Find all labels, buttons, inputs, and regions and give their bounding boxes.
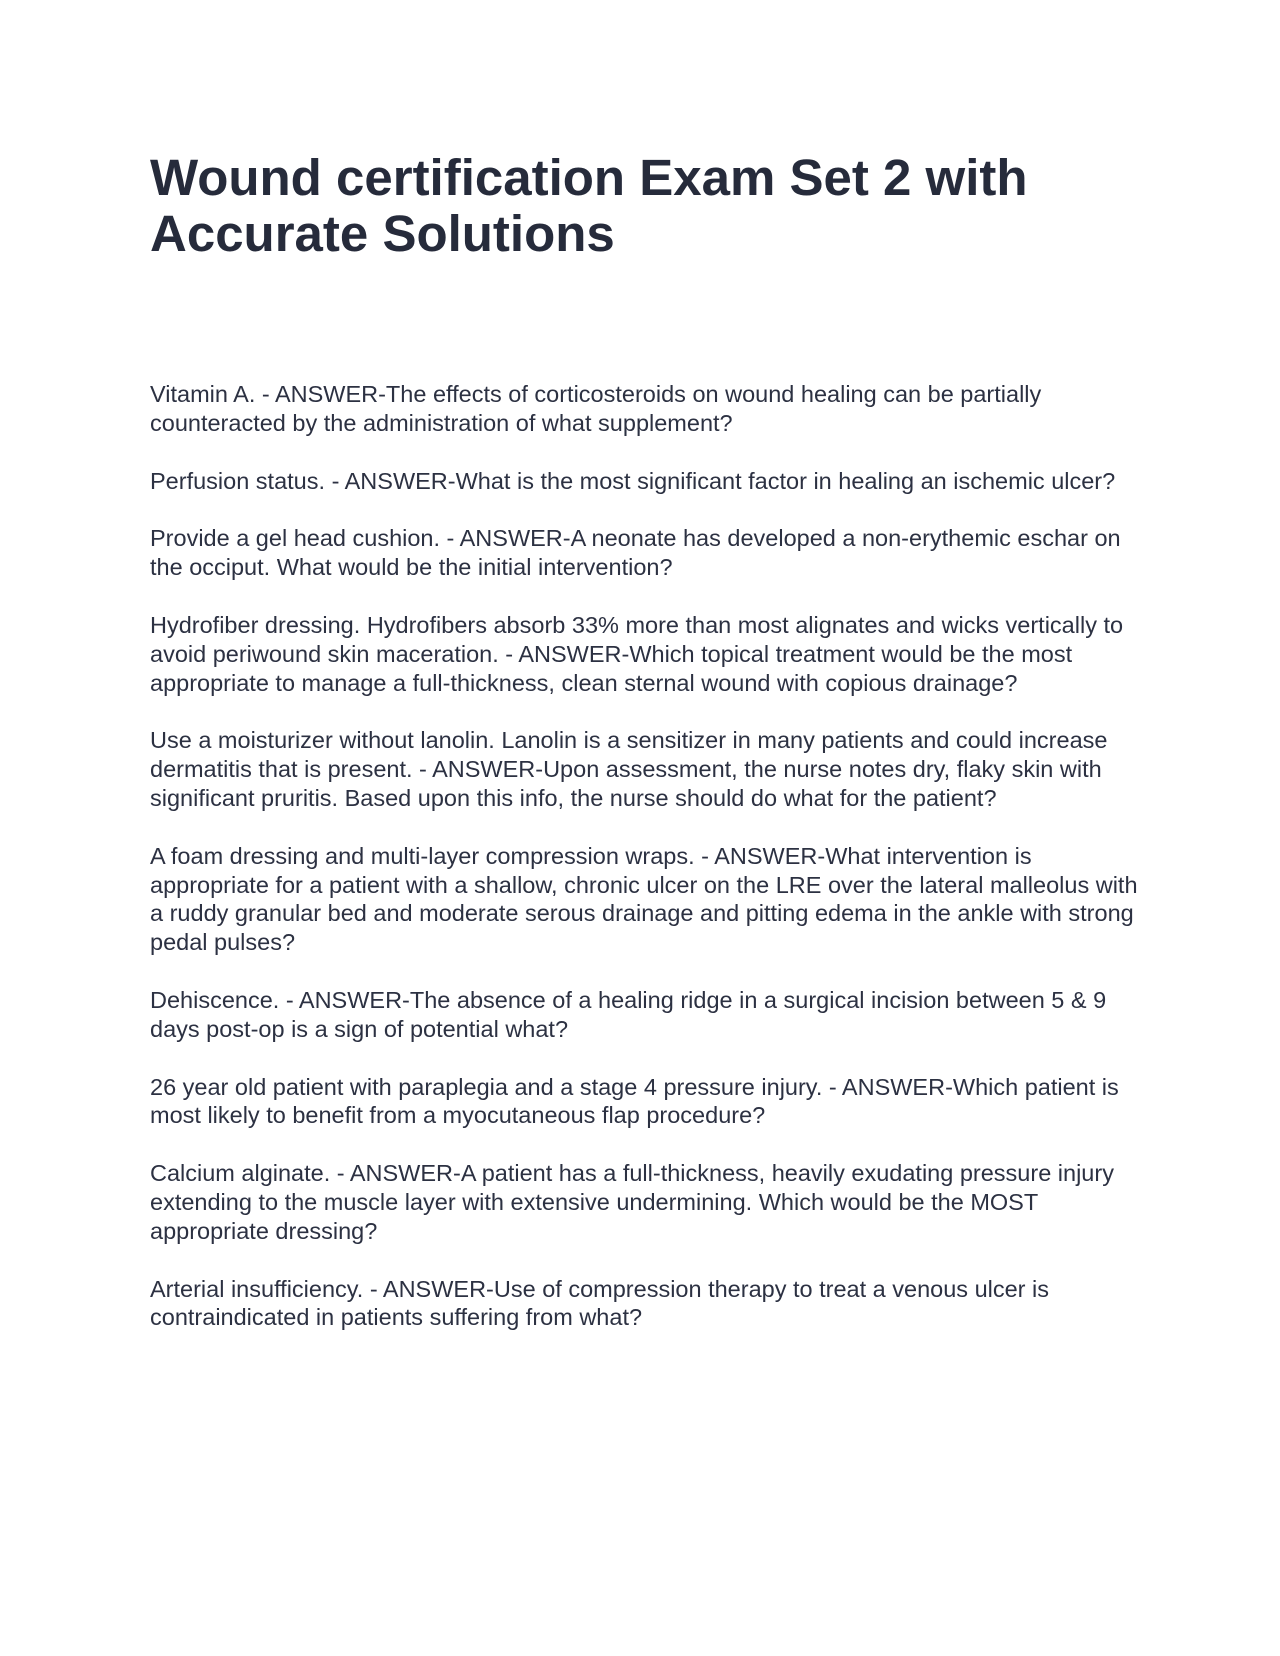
qa-item: A foam dressing and multi-layer compression wraps. - ANSWER-What intervention is appropriate for a patient with a shallow, chronic ulcer on the LRE over the lateral malleolus with a ruddy granular bed and moderate serous drainage and pitting edema in the ankle with strong pedal pulses? — [150, 842, 1138, 956]
qa-item: Vitamin A. - ANSWER-The effects of corticosteroids on wound healing can be partially counteracted by the administration of what supplement? — [150, 381, 1042, 436]
document-page — [150, 150, 1140, 1361]
qa-item: Perfusion status. - ANSWER-What is the most significant factor in healing an ischemic ulcer? — [150, 467, 1116, 494]
document-title: Wound certification Exam Set 2 with Accurate Solutions — [150, 149, 1028, 262]
qa-item: Arterial insufficiency. - ANSWER-Use of compression therapy to treat a venous ulcer is contraindicated in patients suffering from what? — [150, 1275, 1050, 1331]
qa-item: Hydrofiber dressing. Hydrofibers absorb 33% more than most alignates and wicks vertically to avoid periwound skin maceration. - ANSWER-Which topical treatment would be the most appropriate to manage a full-thickness, clean sternal wound with copious drainage? — [150, 611, 1124, 696]
qa-item: Use a moisturizer without lanolin. Lanolin is a sensitizer in many patients and could increase dermatitis that is present. - ANSWER-Upon assessment, the nurse notes dry, flaky skin with significant pruritis. Based upon this info, the nurse should do what for the patient? — [150, 727, 1108, 811]
qa-item: Calcium alginate. - ANSWER-A patient has a full-thickness, heavily exudating pressure injury extending to the muscle layer with extensive undermining. Which would be the MOST appropriate dressing? — [150, 1160, 1114, 1244]
qa-item: Provide a gel head cushion. - ANSWER-A neonate has developed a non-erythemic eschar on the occiput. What would be the initial intervention? — [150, 525, 1121, 581]
qa-item: Dehiscence. - ANSWER-The absence of a healing ridge in a surgical incision between 5 & 9 days post-op is a sign of potential what? — [150, 986, 1107, 1042]
qa-item: 26 year old patient with paraplegia and a stage 4 pressure injury. - ANSWER-Which patient is most likely to benefit from a myocutaneous flap procedure? — [150, 1073, 1119, 1129]
qa-list — [150, 380, 1140, 1332]
